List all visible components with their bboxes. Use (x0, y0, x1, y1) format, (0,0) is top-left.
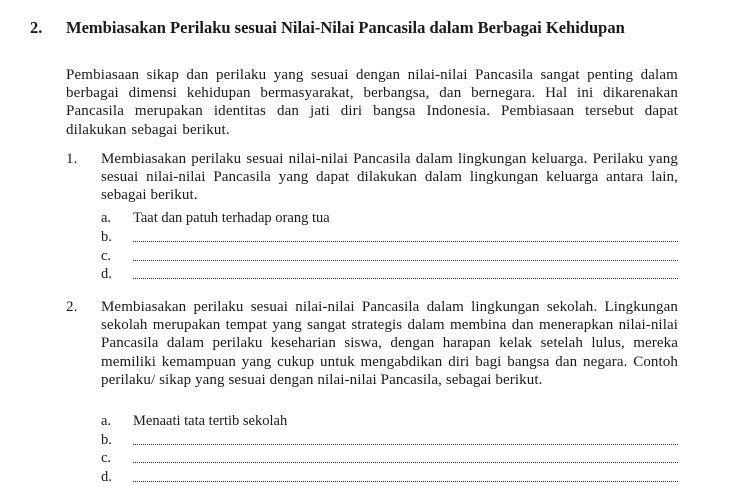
list-item-text: Membiasakan perilaku sesuai nilai-nilai Pancasila dalam lingkungan keluarga. Perilaku yang sesuai nilai-nilai Pancasila yang dapat dilakukan dalam lingkungan keluarga antara lain, sebagai berikut. (101, 151, 678, 204)
intro-paragraph: Pembiasaan sikap dan perilaku yang sesuai dengan nilai-nilai Pancasila sangat penting dalam berbagai dimensi kehidupan bermasyarakat, berbangsa, dan bernegara. Hal ini dikarenakan Pancasila merupakan identitas dan jati diri bangsa Indonesia. Pembiasaan tersebut dapat dilakukan sebagai berikut. (66, 67, 678, 138)
blank-answer-line[interactable] (133, 278, 678, 279)
sub-item-c (101, 248, 678, 265)
sub-item-d (101, 469, 678, 486)
sub-item-b (101, 229, 678, 246)
list-item-text: Membiasakan perilaku sesuai nilai-nilai Pancasila dalam lingkungan sekolah. Lingkungan sekolah merupakan tempat yang sangat strategis dalam membina dan menerapkan nilai-nilai Pancasila dalam perilaku keseharian siswa, dengan harapan kelak setelah lulus, mereka memiliki kemampuan yang cukup untuk mengabdikan diri bagi bangsa dan negara. Contoh perilaku/ sikap yang sesuai dengan nilai-nilai Pancasila, sebagai berikut. (101, 299, 678, 388)
sub-item-letter: c. (101, 450, 112, 466)
blank-answer-line[interactable] (133, 481, 678, 482)
sub-item-letter: d. (101, 469, 112, 485)
list-item-number: 2. (66, 299, 78, 315)
blank-answer-line[interactable] (133, 241, 678, 242)
list-item-number: 1. (66, 151, 78, 167)
sub-item-a (101, 210, 678, 227)
sub-item-text: Taat dan patuh terhadap orang tua (133, 210, 330, 226)
sub-item-letter: b. (101, 432, 112, 448)
blank-answer-line[interactable] (133, 444, 678, 445)
sub-item-letter: a. (101, 210, 112, 226)
sub-item-letter: d. (101, 266, 112, 282)
sub-item-d (101, 266, 678, 283)
section-title: Membiasakan Perilaku sesuai Nilai-Nilai Pancasila dalam Berbagai Kehidupan (66, 18, 625, 37)
section-number: 2. (30, 18, 43, 37)
sub-item-a (101, 413, 678, 430)
blank-answer-line[interactable] (133, 260, 678, 261)
sub-item-text: Menaati tata tertib sekolah (133, 413, 288, 429)
sub-item-letter: b. (101, 229, 112, 245)
sub-item-letter: a. (101, 413, 112, 429)
list-item-sekolah (66, 298, 678, 389)
sub-item-c (101, 450, 678, 467)
list-item-keluarga (66, 150, 678, 205)
blank-answer-line[interactable] (133, 462, 678, 463)
sub-item-b (101, 432, 678, 449)
sub-item-letter: c. (101, 248, 112, 264)
